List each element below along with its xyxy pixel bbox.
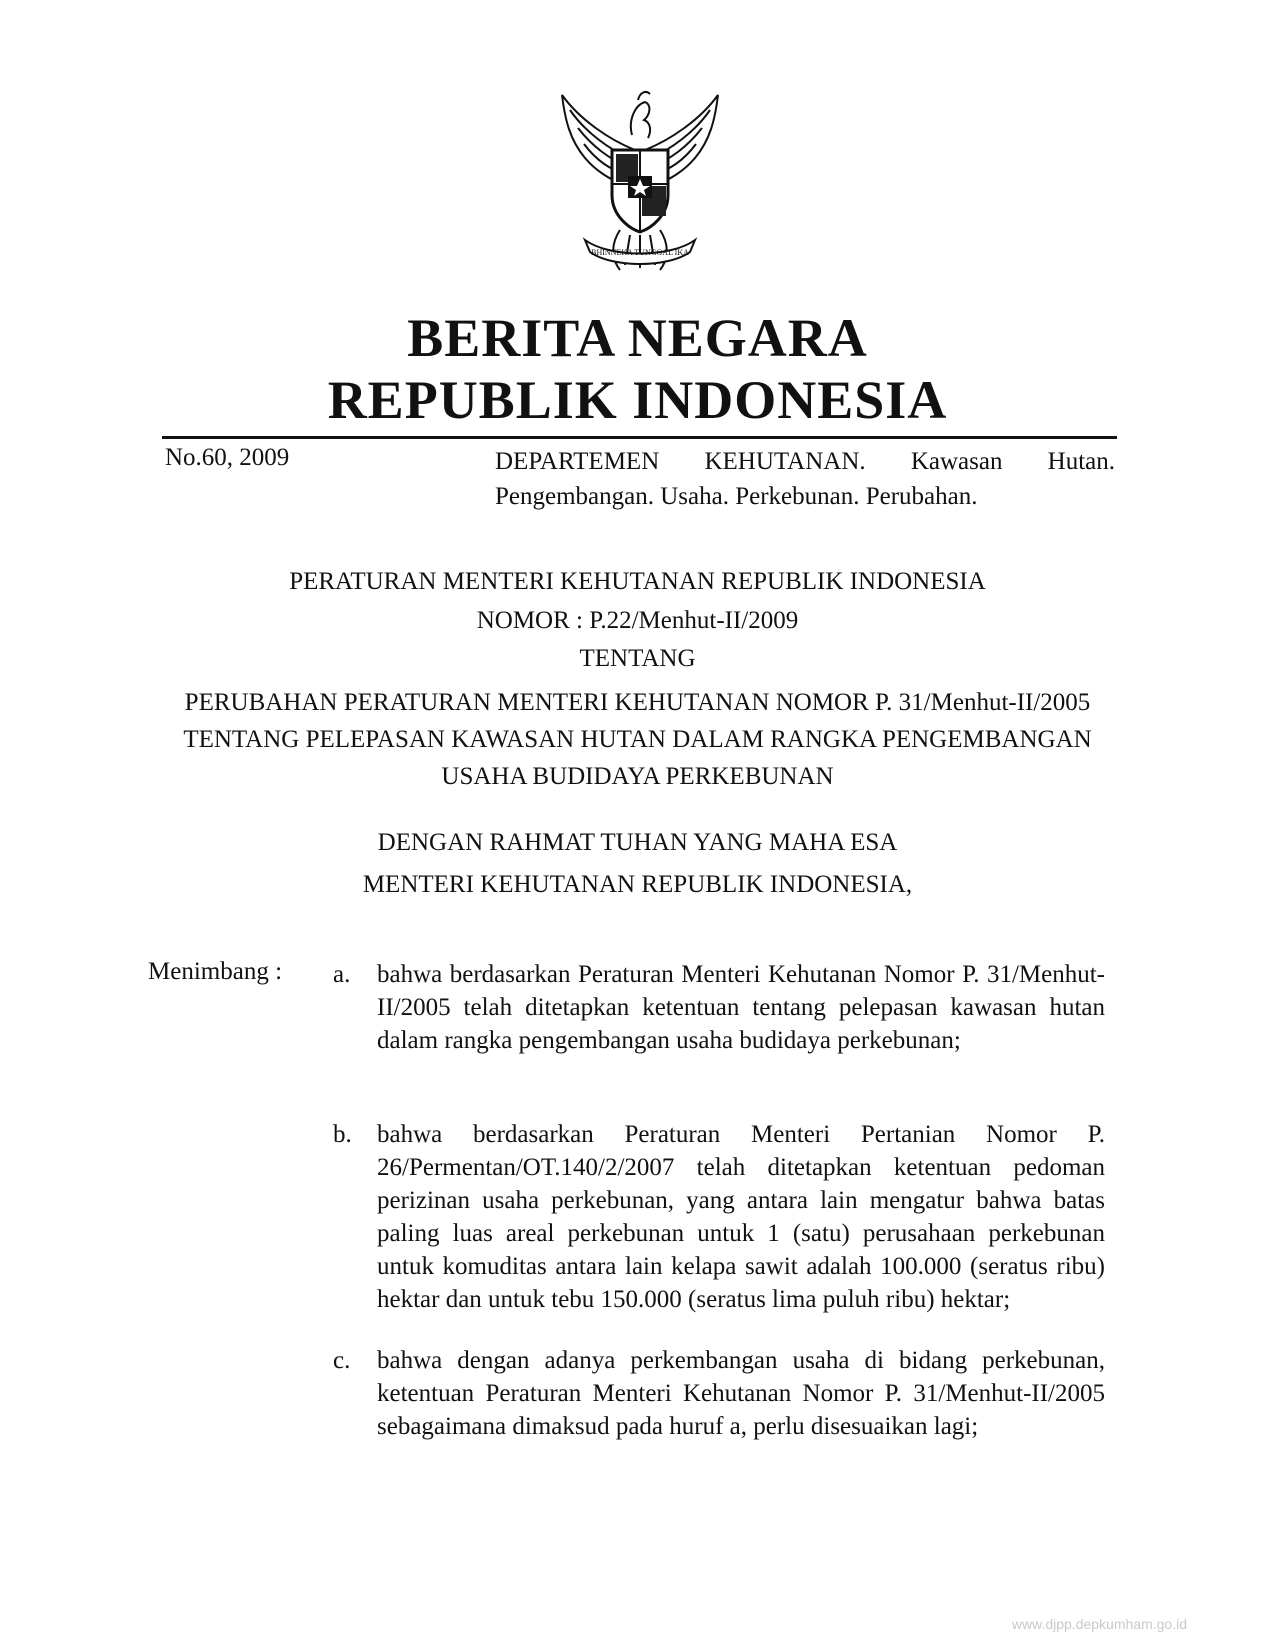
invocation-line-1: DENGAN RAHMAT TUHAN YANG MAHA ESA <box>377 829 898 856</box>
invocation-line-2: MENTERI KEHUTANAN REPUBLIK INDONESIA, <box>362 871 913 898</box>
regulation-subject: PERUBAHAN PERATURAN MENTERI KEHUTANAN NOMOR P. 31/Menhut-II/2005 TENTANG PELEPASAN KAWASAN HUTAN DALAM RANGKA PENGEMBANGAN USAHA BUDIDAYA PERKEBUNAN <box>183 689 1092 790</box>
issue-number: No.60, 2009 <box>165 444 290 471</box>
item-letter: b. <box>333 1121 352 1148</box>
considering-item-c <box>333 1344 1105 1443</box>
issue-subject: DEPARTEMEN KEHUTANAN. Kawasan Hutan. Pengembangan. Usaha. Perkebunan. Perubahan. <box>495 448 1115 510</box>
regulation-title: PERATURAN MENTERI KEHUTANAN REPUBLIK INDONESIA <box>289 568 986 595</box>
masthead-subtitle: REPUBLIK INDONESIA <box>327 370 948 430</box>
regulation-number: NOMOR : P.22/Menhut-II/2009 <box>476 607 799 634</box>
item-text: bahwa berdasarkan Peraturan Menteri Pertanian Nomor P. 26/Permentan/OT.140/2/2007 telah ditetapkan ketentuan pedoman perizinan usaha perkebunan, yang antara lain mengatur bahwa batas paling luas areal perkebunan untuk 1 (satu) perusahaan perkebunan untuk komuditas antara lain kelapa sawit adalah 100.000 (seratus ribu) hektar dan untuk tebu 150.000 (seratus lima puluh ribu) hektar; <box>377 1121 1105 1313</box>
item-letter: a. <box>333 961 351 988</box>
invocation <box>160 822 1115 906</box>
regulation-about: TENTANG <box>579 645 696 672</box>
item-text: bahwa dengan adanya perkembangan usaha di bidang perkebunan, ketentuan Peraturan Menteri Kehutanan Nomor P. 31/Menhut-II/2005 sebagaimana dimaksud pada huruf a, perlu disesuaikan lagi; <box>377 1347 1105 1440</box>
considering-item-a <box>333 958 1105 1057</box>
watermark-url: www.djpp.depkumham.go.id <box>1011 1616 1187 1632</box>
considering-label: Menimbang : <box>148 958 283 985</box>
masthead-title: BERITA NEGARA <box>407 308 868 368</box>
item-letter: c. <box>333 1347 351 1374</box>
item-text: bahwa berdasarkan Peraturan Menteri Kehutanan Nomor P. 31/Menhut-II/2005 telah ditetapkan ketentuan tentang pelepasan kawasan hutan dalam rangka pengembangan usaha budidaya perkebunan; <box>377 961 1105 1054</box>
motto-text: BHINNEKA TUNGGAL IKA <box>591 248 689 257</box>
considering-item-b <box>333 1118 1105 1316</box>
masthead-divider <box>162 436 1117 439</box>
garuda-emblem-icon <box>540 80 740 280</box>
